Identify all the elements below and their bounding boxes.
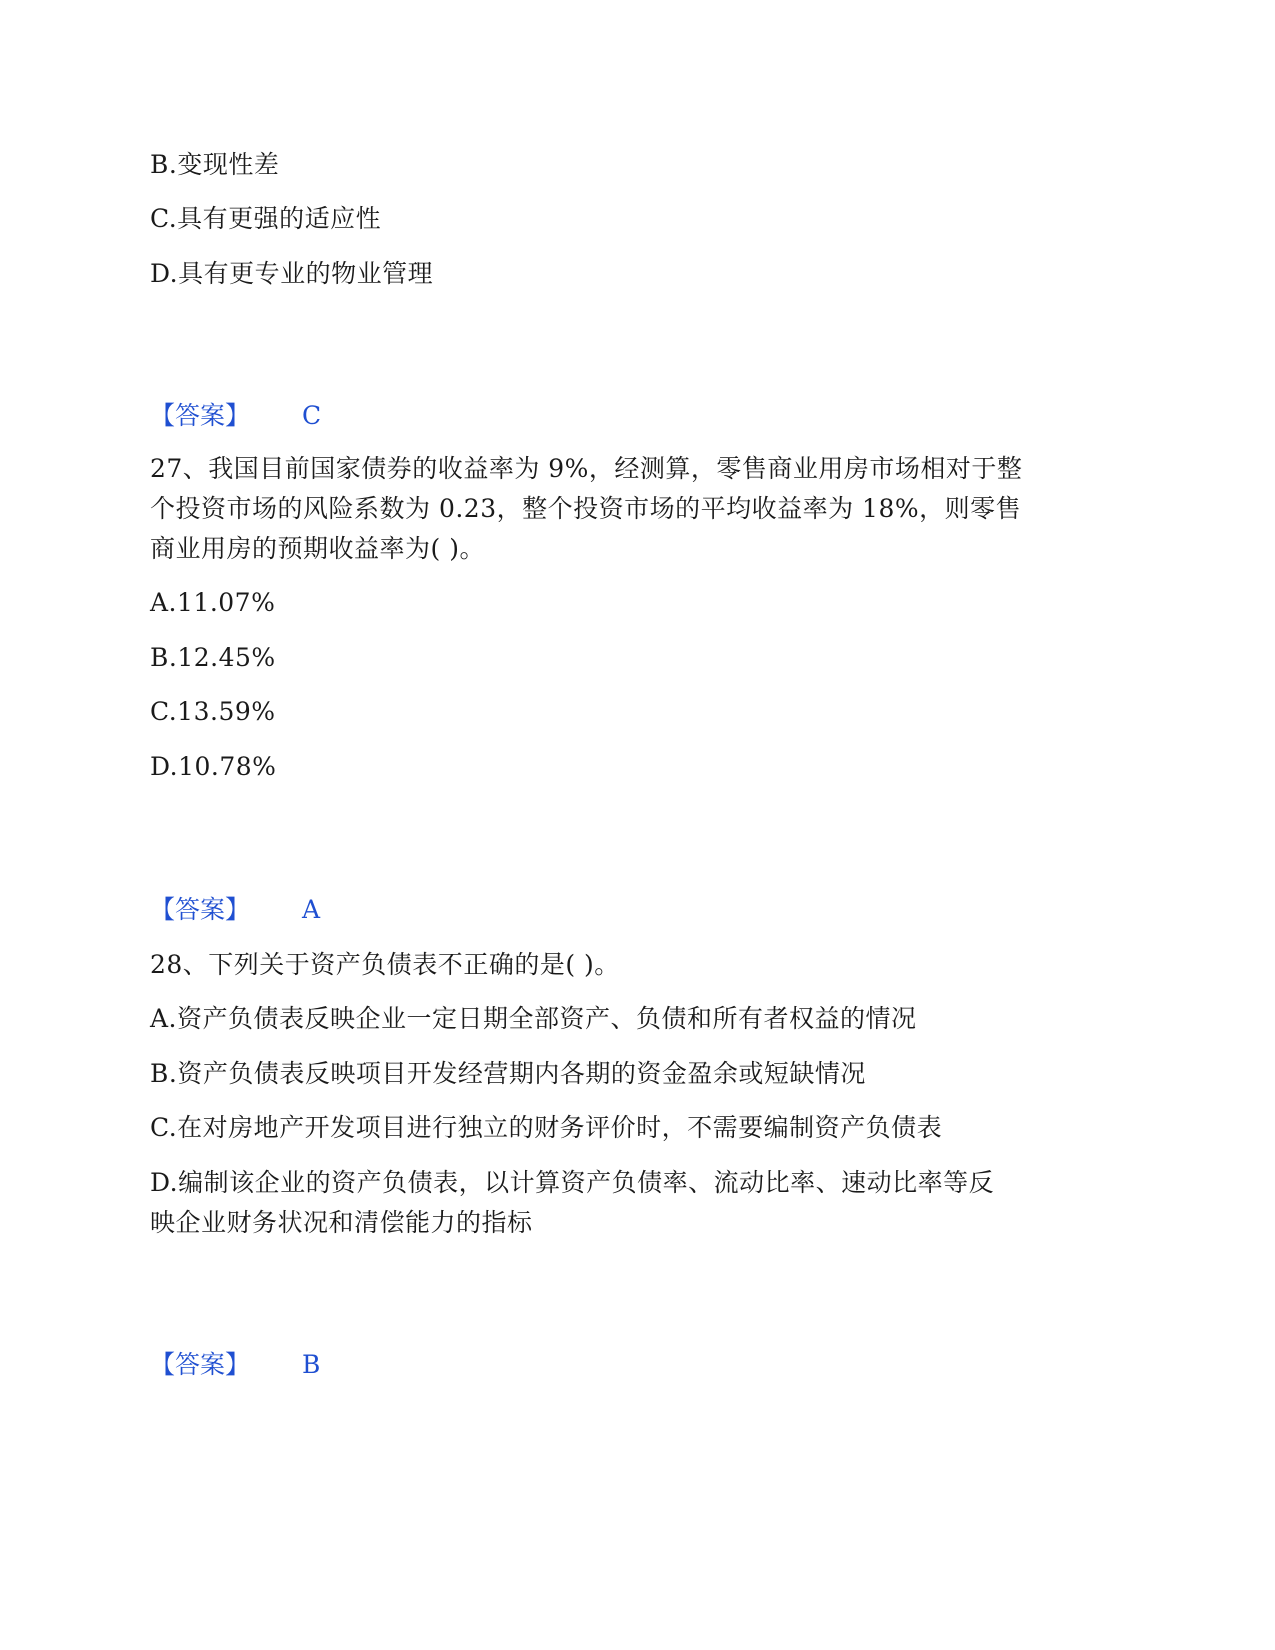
q27-option-c: C.13.59%: [150, 697, 276, 726]
q27-answer-value: A: [302, 895, 321, 924]
q28-answer-label: 【答案】: [150, 1350, 251, 1379]
q28-option-d-line-2: 映企业财务状况和清偿能力的指标: [150, 1208, 533, 1237]
q28-stem: 28、下列关于资产负债表不正确的是( )。: [150, 950, 620, 979]
q27-stem-line-2: 个投资市场的风险系数为 0.23，整个投资市场的平均收益率为 18%，则零售: [150, 494, 1022, 523]
q26-answer-label: 【答案】: [150, 401, 251, 430]
q26-option-b: B.变现性差: [150, 150, 280, 179]
q26-option-d: D.具有更专业的物业管理: [150, 259, 434, 288]
q28-option-d-line-1: D.编制该企业的资产负债表，以计算资产负债率、流动比率、速动比率等反: [150, 1168, 995, 1197]
q28-option-b: B.资产负债表反映项目开发经营期内各期的资金盈余或短缺情况: [150, 1059, 866, 1088]
q27-stem-line-1: 27、我国目前国家债券的收益率为 9%，经测算，零售商业用房市场相对于整: [150, 454, 1023, 483]
q27-answer-label: 【答案】: [150, 895, 251, 924]
q26-answer-value: C: [302, 401, 322, 430]
q27-option-a: A.11.07%: [150, 588, 276, 617]
q27-option-b: B.12.45%: [150, 643, 276, 672]
q27-option-d: D.10.78%: [150, 752, 277, 781]
q27-stem-line-3: 商业用房的预期收益率为( )。: [150, 534, 485, 563]
q28-answer: [150, 1347, 320, 1383]
q26-answer: [150, 398, 321, 434]
q28-option-a: A.资产负债表反映企业一定日期全部资产、负债和所有者权益的情况: [150, 1004, 917, 1033]
q28-answer-value: B: [302, 1350, 321, 1379]
q27-answer: [150, 892, 320, 928]
q28-option-c: C.在对房地产开发项目进行独立的财务评价时，不需要编制资产负债表: [150, 1113, 943, 1142]
q26-option-c: C.具有更强的适应性: [150, 204, 382, 233]
